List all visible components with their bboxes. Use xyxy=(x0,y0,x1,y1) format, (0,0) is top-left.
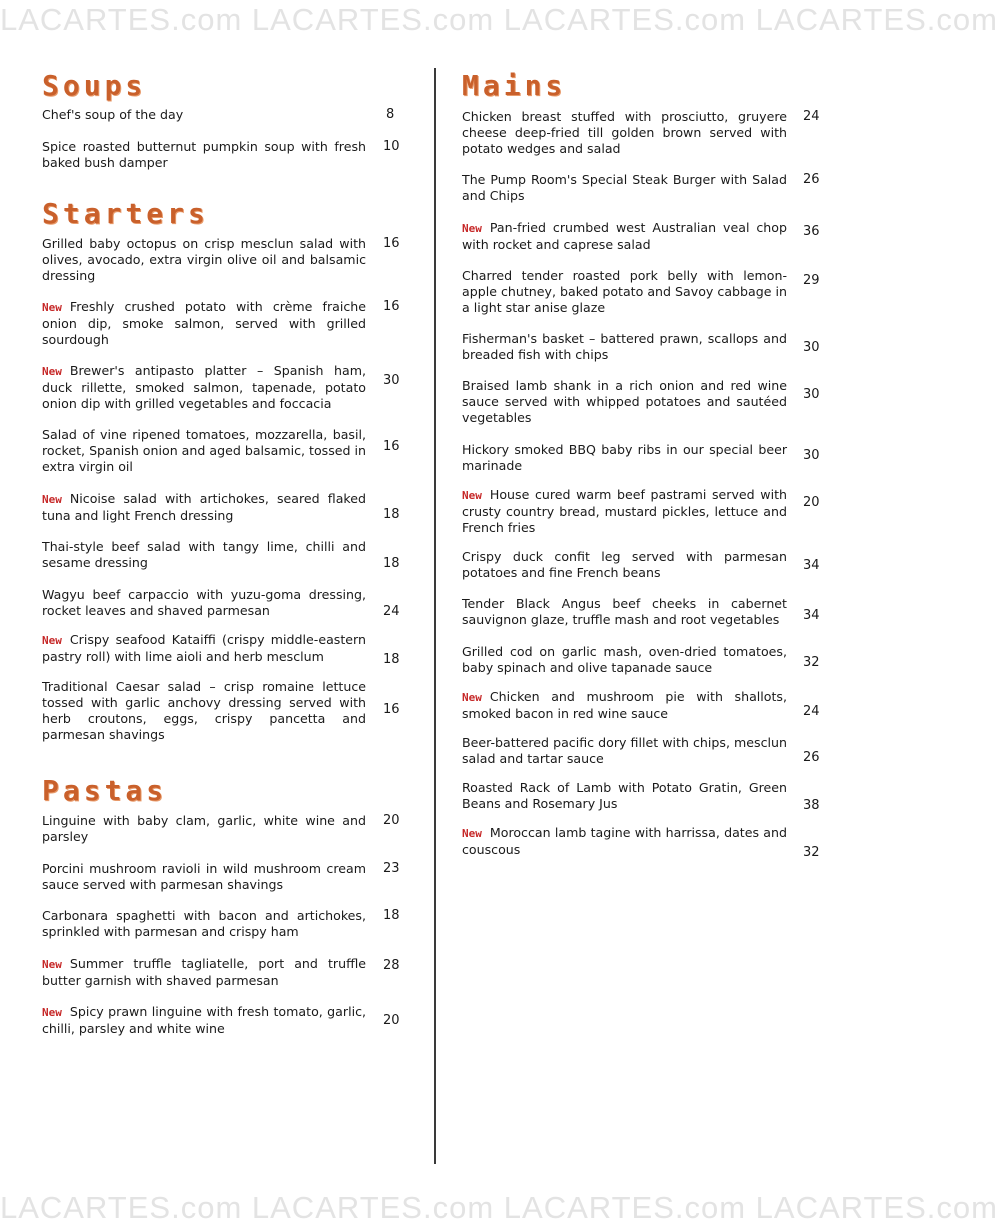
item-description xyxy=(462,442,787,474)
item-description xyxy=(42,861,366,893)
item-price: 10 xyxy=(383,139,400,154)
new-badge: New xyxy=(42,365,62,378)
starters-heading: Starters xyxy=(42,197,209,230)
item-text: Nicoise salad with artichokes, seared flaked tuna and light French dressing xyxy=(42,491,366,523)
item-text: Charred tender roasted pork belly with lemon-apple chutney, baked potato and Savoy cabbage in a light star anise glaze xyxy=(462,268,787,315)
item-text: Beer-battered pacific dory fillet with chips, mesclun salad and tartar sauce xyxy=(462,735,787,766)
item-text: Summer truffle tagliatelle, port and truffle butter garnish with shaved parmesan xyxy=(42,956,366,988)
item-price: 20 xyxy=(383,813,400,828)
item-text: Roasted Rack of Lamb with Potato Gratin, Green Beans and Rosemary Jus xyxy=(462,780,787,811)
item-description xyxy=(462,331,787,363)
item-text: The Pump Room's Special Steak Burger with Salad and Chips xyxy=(462,172,787,203)
item-price: 30 xyxy=(803,387,820,402)
item-text: Pan-fried crumbed west Australian veal chop with rocket and caprese salad xyxy=(462,220,787,252)
item-price: 16 xyxy=(383,702,400,717)
pastas-heading: Pastas xyxy=(42,774,168,807)
item-description xyxy=(42,107,366,123)
item-text: Thai-style beef salad with tangy lime, chilli and sesame dressing xyxy=(42,539,366,570)
item-description xyxy=(42,363,366,412)
mains-heading: Mains xyxy=(462,69,567,102)
item-text: Wagyu beef carpaccio with yuzu-goma dressing, rocket leaves and shaved parmesan xyxy=(42,587,366,618)
item-text: Traditional Caesar salad – crisp romaine lettuce tossed with garlic anchovy dressing served with herb croutons, eggs, crispy pancetta and parmesan shavings xyxy=(42,679,366,742)
item-text: Spicy prawn linguine with fresh tomato, garlic, chilli, parsley and white wine xyxy=(42,1004,366,1036)
item-description xyxy=(42,427,366,475)
item-price: 24 xyxy=(383,604,400,619)
item-price: 26 xyxy=(803,172,820,187)
item-description xyxy=(462,596,787,628)
item-description xyxy=(42,908,366,940)
watermark-top: LACARTES.com LACARTES.com LACARTES.com LACARTES.com xyxy=(0,2,998,37)
new-badge: New xyxy=(462,827,482,840)
new-badge: New xyxy=(462,489,482,502)
item-description xyxy=(462,109,787,157)
item-price: 36 xyxy=(803,224,820,239)
item-description xyxy=(42,632,366,665)
item-price: 18 xyxy=(383,908,400,923)
item-text: Brewer's antipasto platter – Spanish ham, duck rillette, smoked salmon, tapenade, potato onion dip with grilled vegetables and foccacia xyxy=(42,363,366,411)
item-description xyxy=(42,491,366,524)
item-description xyxy=(42,139,366,171)
item-text: Crispy seafood Kataiffi (crispy middle-eastern pastry roll) with lime aioli and herb mesclum xyxy=(42,632,366,664)
item-price: 34 xyxy=(803,608,820,623)
item-price: 32 xyxy=(803,655,820,670)
item-price: 18 xyxy=(383,507,400,522)
item-description xyxy=(42,956,366,989)
item-text: Hickory smoked BBQ baby ribs in our special beer marinade xyxy=(462,442,787,473)
item-description xyxy=(462,825,787,858)
item-price: 26 xyxy=(803,750,820,765)
item-text: Braised lamb shank in a rich onion and red wine sauce served with whipped potatoes and sautéed vegetables xyxy=(462,378,787,425)
item-price: 30 xyxy=(803,340,820,355)
item-price: 16 xyxy=(383,439,400,454)
item-description xyxy=(462,644,787,676)
item-description xyxy=(42,299,366,348)
item-price: 38 xyxy=(803,798,820,813)
item-description xyxy=(42,1004,366,1037)
item-price: 24 xyxy=(803,109,820,124)
item-price: 30 xyxy=(803,448,820,463)
new-badge: New xyxy=(462,222,482,235)
item-description xyxy=(462,268,787,316)
item-price: 8 xyxy=(386,107,395,122)
item-text: Spice roasted butternut pumpkin soup with fresh baked bush damper xyxy=(42,139,366,170)
item-price: 32 xyxy=(803,845,820,860)
item-description xyxy=(462,172,787,204)
item-description xyxy=(42,587,366,619)
item-description xyxy=(42,679,366,743)
new-badge: New xyxy=(42,634,62,647)
item-description xyxy=(462,689,787,722)
item-price: 28 xyxy=(383,958,400,973)
item-text: Chicken breast stuffed with prosciutto, gruyere cheese deep-fried till golden brown served with potato wedges and salad xyxy=(462,109,787,156)
item-text: Tender Black Angus beef cheeks in cabernet sauvignon glaze, truffle mash and root vegetables xyxy=(462,596,787,627)
item-text: Grilled baby octopus on crisp mesclun salad with olives, avocado, extra virgin olive oil and balsamic dressing xyxy=(42,236,366,283)
soups-heading: Soups xyxy=(42,69,147,102)
new-badge: New xyxy=(42,958,62,971)
item-price: 18 xyxy=(383,652,400,667)
column-divider xyxy=(434,68,436,1164)
item-price: 18 xyxy=(383,556,400,571)
new-badge: New xyxy=(42,301,62,314)
item-price: 24 xyxy=(803,704,820,719)
item-text: Chicken and mushroom pie with shallots, smoked bacon in red wine sauce xyxy=(462,689,787,721)
item-price: 34 xyxy=(803,558,820,573)
item-text: Grilled cod on garlic mash, oven-dried tomatoes, baby spinach and olive tapanade sauce xyxy=(462,644,787,675)
item-description xyxy=(42,539,366,571)
item-description xyxy=(462,378,787,426)
item-description xyxy=(462,487,787,536)
new-badge: New xyxy=(42,493,62,506)
item-text: Linguine with baby clam, garlic, white wine and parsley xyxy=(42,813,366,844)
new-badge: New xyxy=(42,1006,62,1019)
item-description xyxy=(462,549,787,581)
item-price: 16 xyxy=(383,299,400,314)
item-text: Crispy duck confit leg served with parmesan potatoes and fine French beans xyxy=(462,549,787,580)
item-text: Carbonara spaghetti with bacon and artichokes, sprinkled with parmesan and crispy ham xyxy=(42,908,366,939)
item-text: Fisherman's basket – battered prawn, scallops and breaded fish with chips xyxy=(462,331,787,362)
item-price: 20 xyxy=(383,1013,400,1028)
item-text: House cured warm beef pastrami served with crusty country bread, mustard pickles, lettuce and French fries xyxy=(462,487,787,535)
item-text: Freshly crushed potato with crème fraiche onion dip, smoke salmon, served with grilled sourdough xyxy=(42,299,366,347)
item-description xyxy=(42,813,366,845)
item-description xyxy=(42,236,366,284)
item-description xyxy=(462,735,787,767)
item-price: 16 xyxy=(383,236,400,251)
new-badge: New xyxy=(462,691,482,704)
item-price: 20 xyxy=(803,495,820,510)
item-text: Salad of vine ripened tomatoes, mozzarella, basil, rocket, Spanish onion and aged balsamic, tossed in extra virgin oil xyxy=(42,427,367,474)
item-price: 30 xyxy=(383,373,400,388)
item-description xyxy=(462,780,787,812)
item-price: 23 xyxy=(383,861,400,876)
item-text: Porcini mushroom ravioli in wild mushroom cream sauce served with parmesan shavings xyxy=(42,861,366,892)
item-text: Chef's soup of the day xyxy=(42,107,184,122)
item-price: 29 xyxy=(803,273,820,288)
watermark-bottom: LACARTES.com LACARTES.com LACARTES.com LACARTES.com xyxy=(0,1190,998,1225)
item-text: Moroccan lamb tagine with harrissa, dates and couscous xyxy=(462,825,787,857)
item-description xyxy=(462,220,787,253)
